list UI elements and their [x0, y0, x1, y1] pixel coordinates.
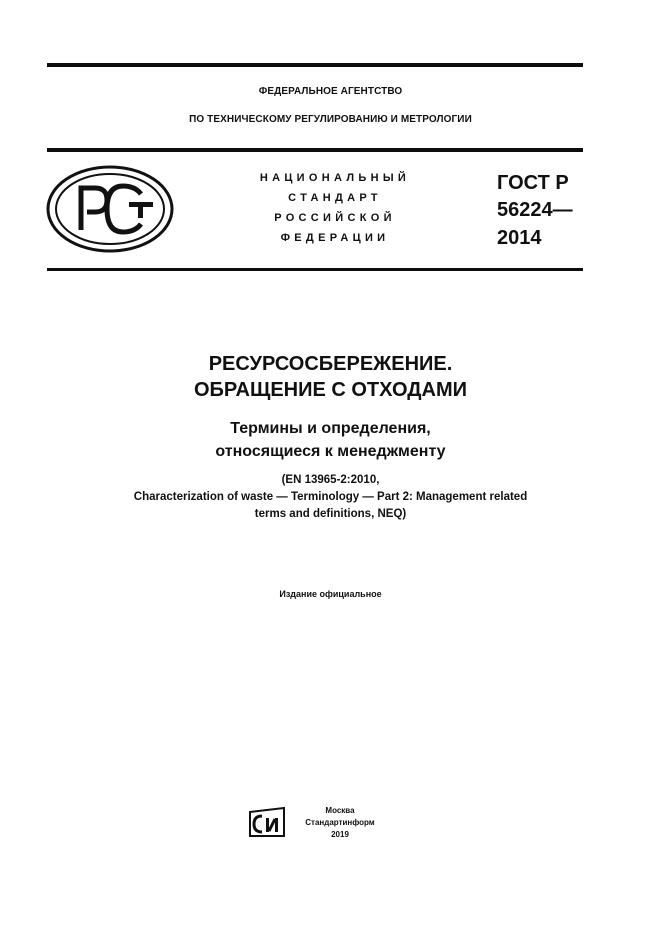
agency-line-2: ПО ТЕХНИЧЕСКОМУ РЕГУЛИРОВАНИЮ И МЕТРОЛОГИИ: [189, 114, 472, 125]
national-line-3: РОССИЙСКОЙ: [274, 212, 396, 224]
gost-year: 2014: [497, 227, 542, 249]
national-line-2: СТАНДАРТ: [288, 192, 382, 204]
reference-line-3: terms and definitions, NEQ): [254, 508, 407, 520]
national-line-1: НАЦИОНАЛЬНЫЙ: [259, 172, 411, 184]
publisher-city: Москва: [325, 806, 355, 815]
publisher-year: 2019: [331, 830, 349, 839]
agency-line-1: ФЕДЕРАЛЬНОЕ АГЕНТСТВО: [258, 86, 403, 97]
top-rule: [47, 63, 583, 67]
rst-certification-logo-icon: [45, 164, 175, 254]
publisher-name: Стандартинформ: [305, 818, 375, 827]
subtitle-line-1: Термины и определения,: [230, 420, 431, 437]
reference-line-1: (EN 13965-2:2010,: [281, 474, 380, 486]
page-title-line-1: РЕСУРСОСБЕРЕЖЕНИЕ.: [208, 353, 453, 375]
gost-number: 56224—: [497, 199, 573, 221]
standartinform-logo-icon: [248, 806, 286, 838]
national-line-4: ФЕДЕРАЦИИ: [280, 232, 390, 244]
reference-line-2: Characterization of waste — Terminology — Part 2: Management related: [133, 491, 528, 503]
edition-label: Издание официальное: [279, 589, 382, 599]
gost-label: ГОСТ Р: [497, 172, 569, 194]
page-title-line-2: ОБРАЩЕНИЕ С ОТХОДАМИ: [193, 379, 467, 401]
header-rule: [47, 148, 583, 152]
block-rule: [47, 268, 583, 271]
subtitle-line-2: относящиеся к менеджменту: [215, 443, 446, 460]
